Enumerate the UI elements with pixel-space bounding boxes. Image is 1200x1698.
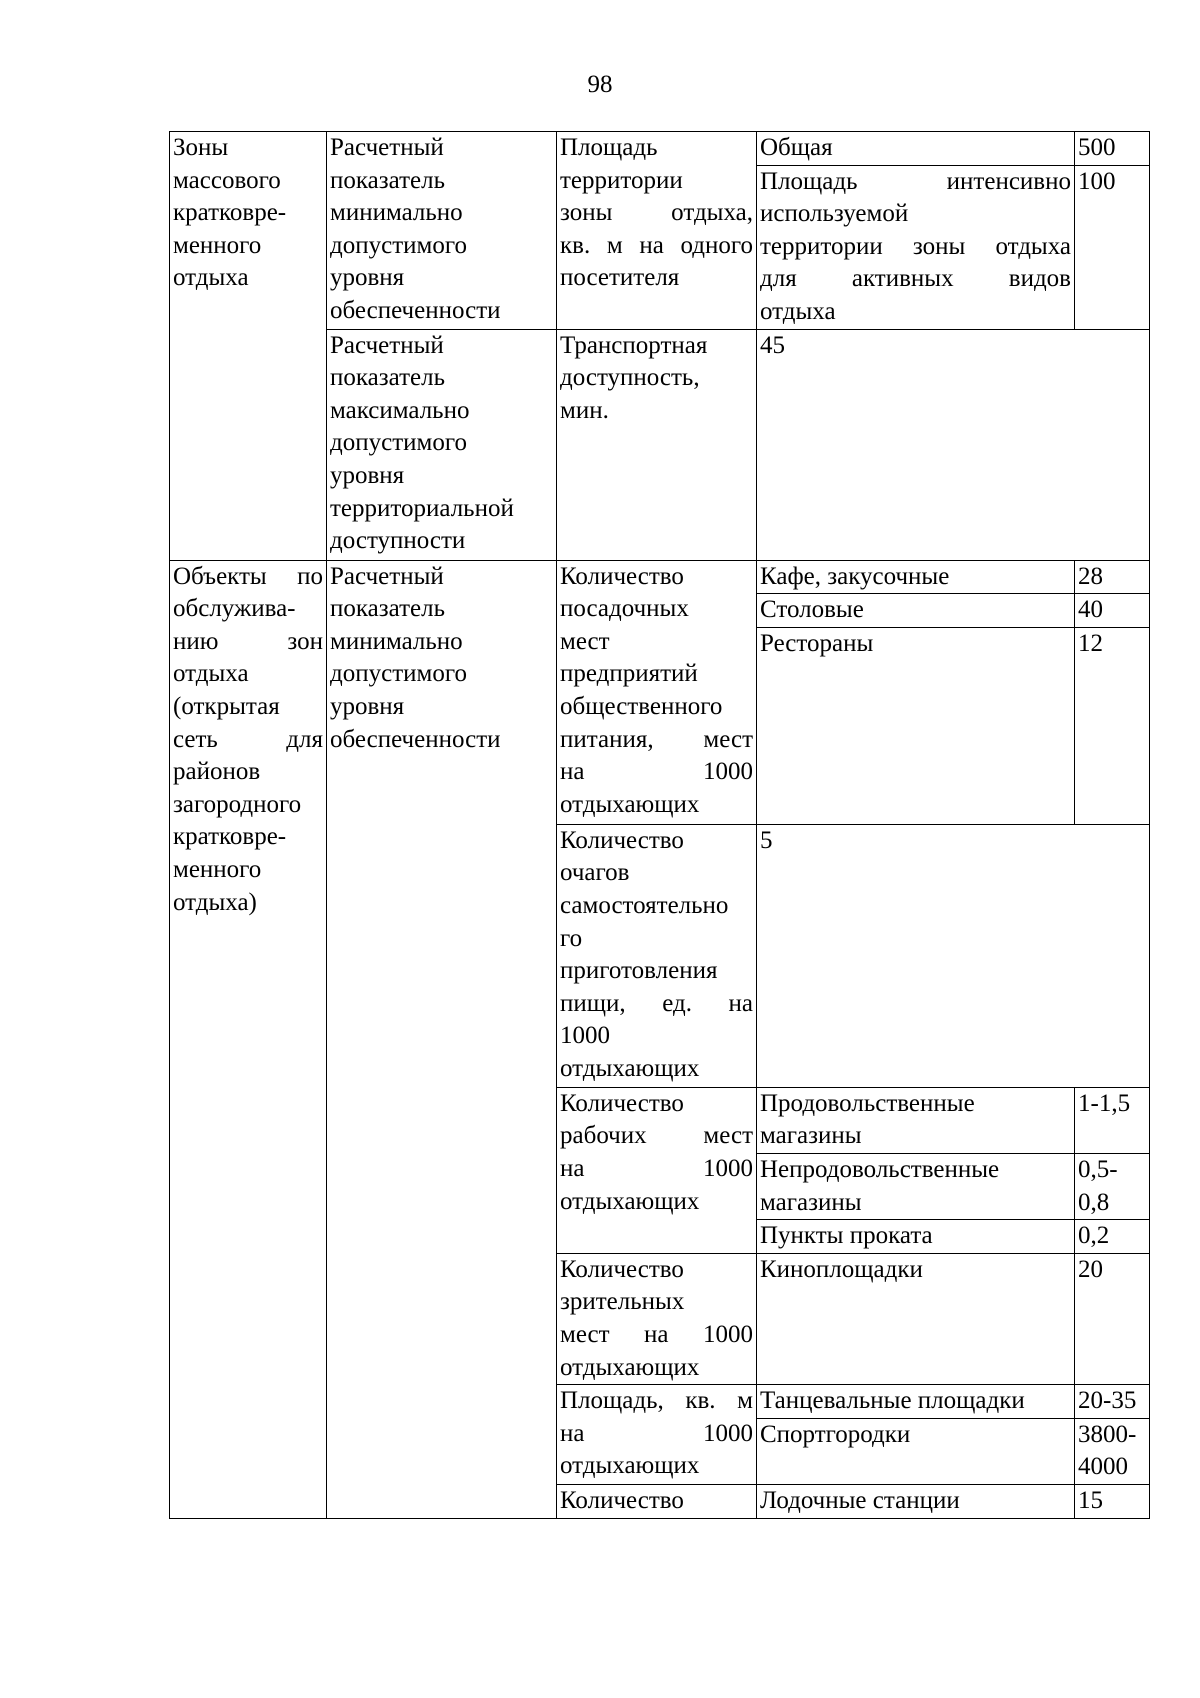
nonfood-shops-value-line: 0,8 (1078, 1188, 1110, 1216)
service-label-line: Объекты по (173, 562, 323, 590)
area-per-1000-line: на 1000 (560, 1419, 753, 1447)
min-level-label-cell (327, 132, 557, 330)
sport-value (1075, 1418, 1150, 1484)
sport-value-line: 3800- (1078, 1420, 1137, 1448)
area-label-line: посетителя (560, 264, 680, 292)
min-level-line: показатель (330, 595, 445, 623)
seats-label-line: посадочных (560, 595, 689, 623)
boat-label-cell: Количество (557, 1484, 757, 1518)
workplaces-label-line: отдыхающих (560, 1187, 700, 1215)
sport-name: Спортгородки (757, 1418, 1075, 1484)
service-label-line: (открытая (173, 692, 280, 720)
area-intensive-line: отдыха (760, 297, 836, 325)
canteen-value: 40 (1075, 594, 1150, 628)
transport-label-line: доступность, (560, 364, 700, 392)
area-label-line: кв. м на одного (560, 231, 753, 259)
hearths-label-line: отдыхающих (560, 1054, 700, 1082)
max-level-line: Расчетный (330, 331, 444, 359)
hearths-label-line: 1000 (560, 1022, 610, 1050)
restaurant-value: 12 (1075, 627, 1150, 824)
min-level-label-cell-2 (327, 560, 557, 1518)
service-label-line: загородного (173, 790, 302, 818)
boat-value: 15 (1075, 1484, 1150, 1518)
seats-label-line: общественного (560, 692, 723, 720)
table-row (170, 132, 1150, 166)
spectator-label-cell (557, 1253, 757, 1384)
nonfood-shops-value-line: 0,5- (1078, 1155, 1118, 1183)
service-label-line: менного (173, 855, 262, 883)
hearths-label-line: приготовления (560, 957, 718, 985)
hearths-label-line: го (560, 924, 583, 952)
transport-label-line: мин. (560, 396, 609, 424)
area-label-line: территории (560, 166, 683, 194)
min-level-line: минимально (330, 627, 463, 655)
min-level-line: показатель (330, 166, 445, 194)
hearths-label-line: пищи, ед. на (560, 989, 753, 1017)
cinema-value: 20 (1075, 1253, 1150, 1384)
service-label-line: обслужива- (173, 595, 296, 623)
service-label-line: отдыха (173, 660, 249, 688)
hearths-label-line: очагов (560, 859, 630, 887)
zones-label-line: кратковре- (173, 199, 287, 227)
area-intensive-line: для активных видов (760, 265, 1071, 293)
dance-name: Танцевальные площадки (757, 1385, 1075, 1419)
seats-label-line: питания, мест (560, 725, 753, 753)
restaurant-name: Рестораны (757, 627, 1075, 824)
min-level-line: обеспеченности (330, 296, 501, 324)
cafe-name: Кафе, закусочные (757, 560, 1075, 594)
nonfood-shops-line: Непродовольственные (760, 1155, 1000, 1183)
service-label-line: районов (173, 758, 261, 786)
transport-value: 45 (757, 329, 1150, 560)
canteen-name: Столовые (757, 594, 1075, 628)
spectator-label-line: мест на 1000 (560, 1320, 753, 1348)
food-shops-line: Продовольственные (760, 1089, 975, 1117)
food-shops-name (757, 1087, 1075, 1153)
service-label-cell (170, 560, 327, 1518)
rental-value: 0,2 (1075, 1220, 1150, 1254)
min-level-line: допустимого (330, 660, 467, 688)
food-shops-line: магазины (760, 1122, 862, 1150)
area-label-cell (557, 132, 757, 330)
min-level-line: Расчетный (330, 134, 444, 161)
spectator-label-line: отдыхающих (560, 1353, 700, 1381)
area-label-line: зоны отдыха, (560, 199, 753, 227)
area-intensive-name (757, 165, 1075, 329)
max-level-line: доступности (330, 527, 466, 555)
max-level-line: максимально (330, 396, 470, 424)
dance-value: 20-35 (1075, 1385, 1150, 1419)
workplaces-label-line: рабочих мест (560, 1122, 753, 1150)
transport-label-line: Транспортная (560, 331, 708, 359)
min-level-line: обеспеченности (330, 725, 501, 753)
max-level-line: уровня (330, 461, 405, 489)
cinema-name: Киноплощадки (757, 1253, 1075, 1384)
cafe-value: 28 (1075, 560, 1150, 594)
seats-label-line: мест (560, 627, 610, 655)
max-level-line: показатель (330, 364, 445, 392)
area-per-1000-label-cell (557, 1385, 757, 1485)
hearths-label-line: самостоятельно (560, 891, 729, 919)
sport-value-line: 4000 (1078, 1453, 1128, 1481)
max-level-line: допустимого (330, 429, 467, 457)
service-label-line: сеть для (173, 725, 323, 753)
hearths-label-line: Количество (560, 826, 684, 854)
zones-label-line: менного (173, 231, 262, 259)
workplaces-label-line: на 1000 (560, 1154, 753, 1182)
max-level-line: территориальной (330, 494, 514, 522)
table-row (170, 560, 1150, 594)
hearths-label-cell (557, 824, 757, 1087)
service-label-line: отдыха) (173, 888, 257, 916)
area-total-value: 500 (1075, 132, 1150, 166)
seats-label-cell (557, 560, 757, 824)
nonfood-shops-line: магазины (760, 1188, 862, 1216)
seats-label-line: предприятий (560, 660, 698, 688)
max-level-label-cell (327, 329, 557, 560)
seats-label-line: Количество (560, 562, 684, 590)
food-shops-value: 1-1,5 (1075, 1087, 1150, 1153)
area-intensive-value: 100 (1075, 165, 1150, 329)
area-intensive-line: Площадь интенсивно (760, 167, 1071, 195)
area-total-name: Общая (757, 132, 1075, 166)
workplaces-label-line: Количество (560, 1089, 684, 1117)
area-intensive-line: используемой (760, 200, 909, 228)
min-level-line: уровня (330, 264, 405, 292)
service-label-line: нию зон (173, 627, 323, 655)
nonfood-shops-name (757, 1153, 1075, 1219)
zones-label-cell (170, 132, 327, 561)
nonfood-shops-value (1075, 1153, 1150, 1219)
seats-label-line: отдыхающих (560, 790, 700, 818)
rental-name: Пункты проката (757, 1220, 1075, 1254)
zones-label-line: Зоны (173, 134, 229, 161)
min-level-line: Расчетный (330, 562, 444, 590)
zones-label-line: отдыха (173, 264, 249, 292)
page-number: 98 (587, 71, 613, 98)
zones-label-line: массового (173, 166, 281, 194)
min-level-line: уровня (330, 692, 405, 720)
seats-label-line: на 1000 (560, 758, 753, 786)
area-per-1000-line: отдыхающих (560, 1452, 700, 1480)
min-level-line: допустимого (330, 231, 467, 259)
spectator-label-line: зрительных (560, 1288, 685, 1316)
area-intensive-line: территории зоны отдыха (760, 232, 1071, 260)
transport-label-cell (557, 329, 757, 560)
workplaces-label-cell (557, 1087, 757, 1253)
area-per-1000-line: Площадь, кв. м (560, 1387, 753, 1415)
standards-table (169, 131, 1150, 1519)
hearths-value: 5 (757, 824, 1150, 1087)
service-label-line: кратковре- (173, 823, 287, 851)
area-label-line: Площадь (560, 134, 658, 161)
boat-name: Лодочные станции (757, 1484, 1075, 1518)
spectator-label-line: Количество (560, 1255, 684, 1283)
min-level-line: минимально (330, 199, 463, 227)
